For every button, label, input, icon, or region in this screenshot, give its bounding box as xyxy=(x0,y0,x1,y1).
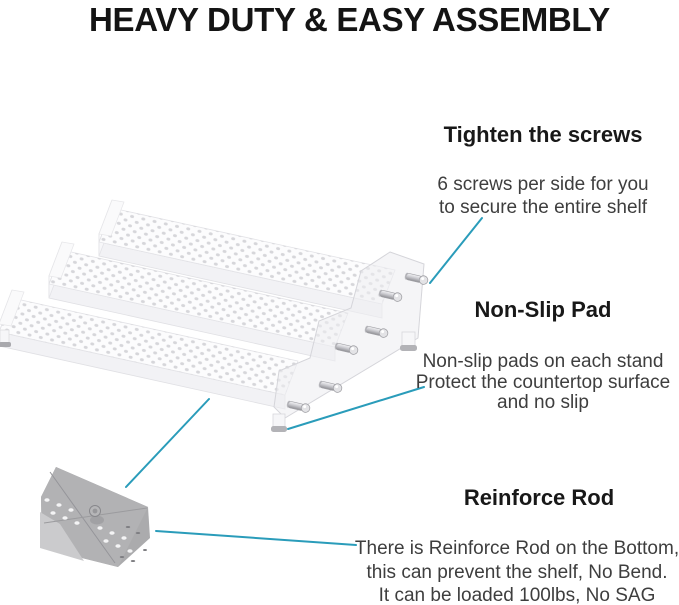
product-illustration xyxy=(0,200,429,432)
body-tighten-screws xyxy=(407,174,679,219)
heading-non-slip-pad: Non-Slip Pad xyxy=(474,297,612,322)
body-non-slip-pad xyxy=(407,352,679,414)
foot-right xyxy=(400,332,417,351)
foot-bottom xyxy=(271,414,287,432)
body-line: 6 screws per side for you xyxy=(437,174,649,195)
body-line: and no slip xyxy=(497,392,589,413)
body-line: Protect the countertop surface xyxy=(415,371,671,393)
body-reinforce-rod xyxy=(350,537,679,605)
heading-reinforce-rod: Reinforce Rod xyxy=(463,485,615,510)
heading-tighten-screws: Tighten the screws xyxy=(443,122,643,147)
bottom-detail-inset xyxy=(40,467,150,567)
body-line: to secure the entire shelf xyxy=(438,196,648,218)
body-line: It can be loaded 100lbs, No SAG xyxy=(378,585,656,605)
callout-line-inset xyxy=(126,399,209,487)
foot-left xyxy=(0,330,11,347)
callout-line-screws xyxy=(430,218,482,283)
page-title: HEAVY DUTY & EASY ASSEMBLY xyxy=(89,1,610,38)
body-line: Non-slip pads on each stand xyxy=(422,351,664,372)
callout-line-reinforce xyxy=(156,531,356,545)
body-line: There is Reinforce Rod on the Bottom, xyxy=(354,538,679,559)
body-line: this can prevent the shelf, No Bend. xyxy=(366,561,668,583)
